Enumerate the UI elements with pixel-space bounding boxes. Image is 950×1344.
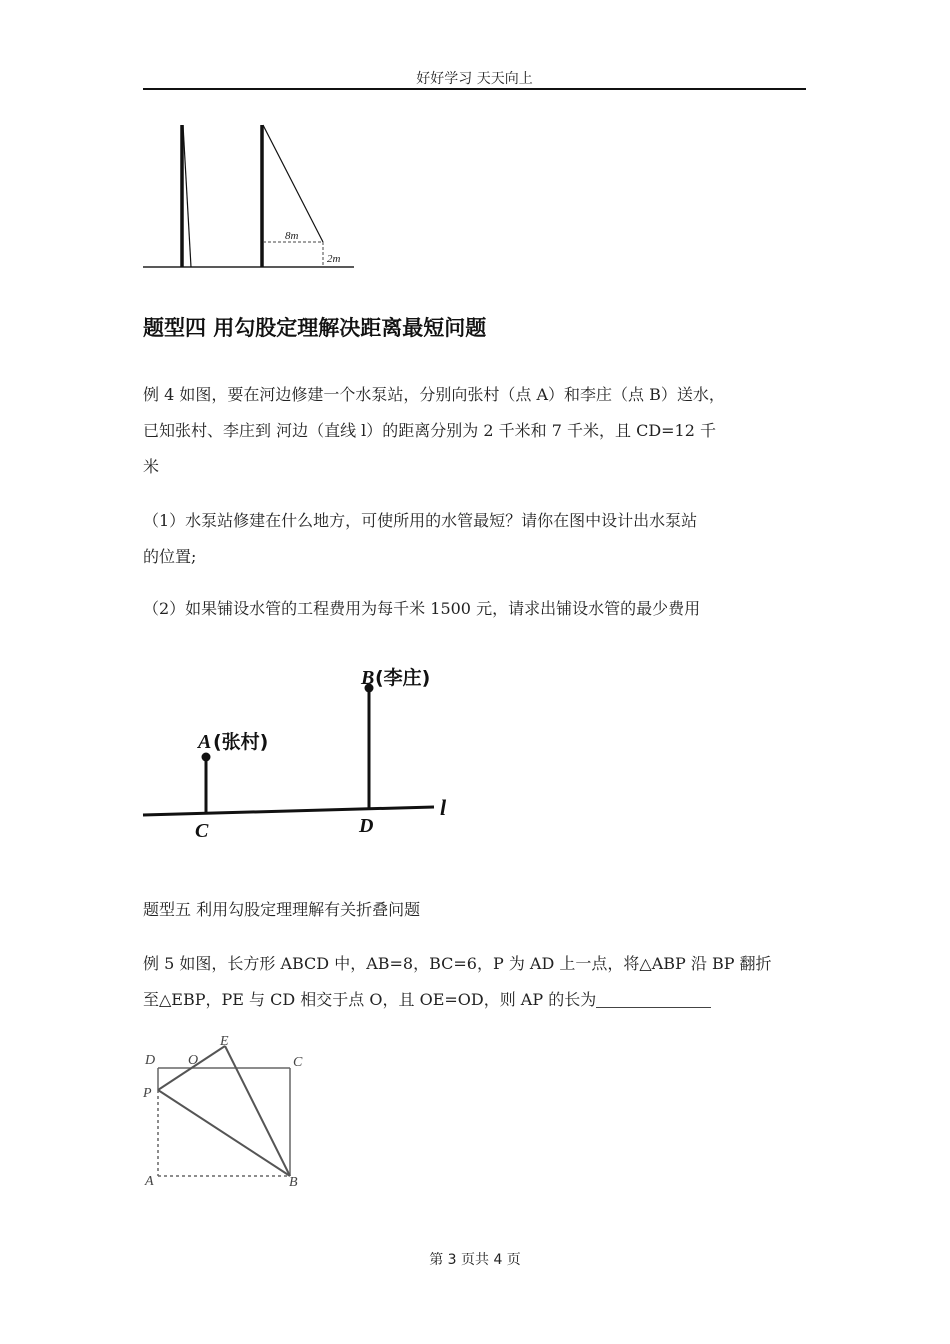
label-c: C xyxy=(195,820,209,842)
label-l: l xyxy=(440,795,447,820)
example4-line2: 已知张村、李庄到 河边（直线 l）的距离分别为 2 千米和 7 千米，且 CD=12 千 xyxy=(143,421,717,440)
label-2m: 2m xyxy=(327,253,341,265)
pole-left-slant xyxy=(183,125,191,267)
label-a: A xyxy=(145,1174,154,1189)
edge-pb xyxy=(158,1090,290,1176)
answer-blank xyxy=(596,989,711,1008)
label-b-name: (李庄) xyxy=(375,667,431,689)
label-o: O xyxy=(188,1053,199,1068)
edge-eb xyxy=(225,1046,290,1176)
label-d: D xyxy=(145,1053,156,1068)
figure-pump-station xyxy=(140,655,470,845)
label-a-name: (张村) xyxy=(213,731,269,753)
pole-right-slant xyxy=(263,125,323,242)
label-a: A xyxy=(198,731,212,753)
example4-line3: 米 xyxy=(143,457,160,476)
example5-line1: 例 5 如图，长方形 ABCD 中，AB=8，BC=6，P 为 AD 上一点，将△ABP 沿 BP 翻折 xyxy=(143,954,772,973)
example5-line2 xyxy=(143,983,813,1016)
label-b: B xyxy=(289,1175,298,1190)
label-b: B xyxy=(361,667,375,689)
figure-poles xyxy=(140,118,360,273)
figure-fold-rectangle xyxy=(140,1032,320,1192)
example5-line2-text: 至△EBP，PE 与 CD 相交于点 O，且 OE=OD，则 AP 的长为 xyxy=(143,990,597,1009)
label-8m: 8m xyxy=(285,230,299,242)
river-line-l xyxy=(143,807,434,815)
section5-title: 题型五 利用勾股定理理解有关折叠问题 xyxy=(143,900,421,919)
question2: （2）如果铺设水管的工程费用为每千米 1500 元，请求出铺设水管的最少费用 xyxy=(143,599,701,618)
section4-title: 题型四 用勾股定理解决距离最短问题 xyxy=(143,316,487,340)
label-p: P xyxy=(143,1086,152,1101)
page-footer: 第 3 页共 4 页 xyxy=(429,1252,521,1268)
label-c: C xyxy=(293,1055,303,1070)
label-e: E xyxy=(220,1034,229,1049)
question1-line2: 的位置; xyxy=(143,547,197,566)
header-rule xyxy=(143,88,806,90)
page-header: 好好学习 天天向上 xyxy=(416,71,533,87)
point-a xyxy=(202,753,211,762)
label-d: D xyxy=(359,815,374,837)
question1-line1: （1）水泵站修建在什么地方，可使所用的水管最短？请你在图中设计出水泵站 xyxy=(143,511,698,530)
example4-line1: 例 4 如图，要在河边修建一个水泵站，分别向张村（点 A）和李庄（点 B）送水， xyxy=(143,385,725,404)
